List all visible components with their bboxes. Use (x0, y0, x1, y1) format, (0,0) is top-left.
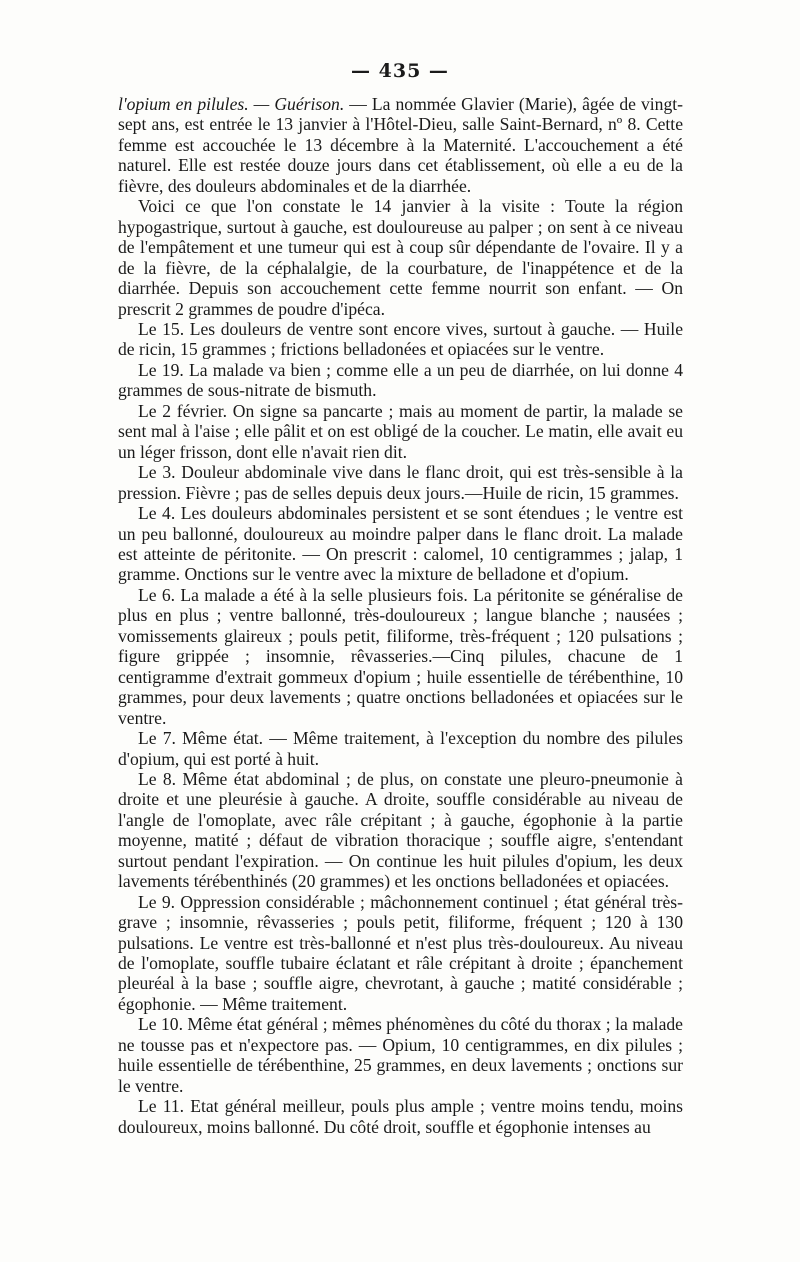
paragraph: Le 7. Même état. — Même traitement, à l'exception du nombre des pilules d'opium, qui est porté à huit. (118, 728, 683, 769)
body-text (118, 94, 683, 1137)
paragraph: Voici ce que l'on constate le 14 janvier à la visite : Toute la région hypogastrique, surtout à gauche, est douloureuse au palper ; on sent à ce niveau de l'empâtement et une tumeur qui est à coup sûr dépendante de l'ovaire. Il y a de la fièvre, de la céphalalgie, de la courbature, de l'inappétence et de la diarrhée. Depuis son accouchement cette femme nourrit son enfant. — On prescrit 2 grammes de poudre d'ipéca. (118, 196, 683, 319)
paragraph: Le 6. La malade a été à la selle plusieurs fois. La péritonite se généralise de plus en plus ; ventre ballonné, très-douloureux ; langue blanche ; nausées ; vomissements glaireux ; pouls petit, filiforme, très-fréquent ; 120 pulsations ; figure grippée ; insomnie, rêvasseries.—Cinq pilules, chacune de 1 centigramme d'extrait gommeux d'opium ; huile essentielle de térébenthine, 10 grammes, pour deux lavements ; quatre onctions belladonées et opiacées sur le ventre. (118, 584, 683, 728)
paragraph-lead: l'opium en pilules. — Guérison. (118, 94, 345, 114)
paragraph-text: — La nommée Glavier (Marie), âgée de vingt-sept ans, est entrée le 13 janvier à l'Hôtel-Dieu, salle Saint-Bernard, nº 8. Cette femme est accouchée le 13 décembre à la Maternité. L'accouchement a été naturel. Elle est restée douze jours dans cet établissement, où elle a eu de la fièvre, des douleurs abdominales et de la diarrhée. (118, 94, 683, 196)
paragraph: Le 11. Etat général meilleur, pouls plus ample ; ventre moins tendu, moins douloureux, moins ballonné. Du côté droit, souffle et égophonie intenses au (118, 1096, 683, 1137)
paragraph: Le 3. Douleur abdominale vive dans le flanc droit, qui est très-sensible à la pression. Fièvre ; pas de selles depuis deux jours.—Huile de ricin, 15 grammes. (118, 462, 683, 503)
paragraph: Le 8. Même état abdominal ; de plus, on constate une pleuro-pneumonie à droite et une pleurésie à gauche. A droite, souffle considérable au niveau de l'angle de l'omoplate, avec râle crépitant ; à gauche, égophonie à la partie moyenne, matité ; défaut de vibration thoracique ; souffle aigre, s'entendant surtout pendant l'expiration. — On continue les huit pilules d'opium, les deux lavements térébenthinés (20 grammes) et les onctions belladonées et opiacées. (118, 768, 683, 892)
paragraph: Le 2 février. On signe sa pancarte ; mais au moment de partir, la malade se sent mal à l'aise ; elle pâlit et on est obligé de la coucher. Le matin, elle avait eu un léger frisson, dont elle n'avait rien dit. (118, 400, 683, 462)
paragraph: Le 19. La malade va bien ; comme elle a un peu de diarrhée, on lui donne 4 grammes de sous-nitrate de bismuth. (118, 359, 683, 401)
paragraph: Le 10. Même état général ; mêmes phénomènes du côté du thorax ; la malade ne tousse pas et n'expectore pas. — Opium, 10 centigrammes, en dix pilules ; huile essentielle de térébenthine, 25 grammes, en deux lavements ; onctions sur le ventre. (118, 1014, 683, 1096)
paragraph (118, 94, 683, 196)
paragraph: Le 9. Oppression considérable ; mâchonnement continuel ; état général très-grave ; insomnie, rêvasseries ; pouls petit, filiforme, fréquent ; 120 à 130 pulsations. Le ventre est très-ballonné et n'est plus très-douloureux. Au niveau de l'omoplate, souffle tubaire éclatant et râle crépitant à droite ; épanchement pleuréal à la base ; souffle aigre, chevrotant, à gauche ; matité considérable ; égophonie. — Même traitement. (118, 891, 683, 1014)
page-number: — 435 — (351, 60, 449, 82)
paragraph: Le 4. Les douleurs abdominales persistent et se sont étendues ; le ventre est un peu ballonné, douloureux au moindre palper dans le flanc droit. La malade est atteinte de péritonite. — On prescrit : calomel, 10 centigrammes ; jalap, 1 gramme. Onctions sur le ventre avec la mixture de belladone et d'opium. (118, 503, 683, 585)
paragraph: Le 15. Les douleurs de ventre sont encore vives, surtout à gauche. — Huile de ricin, 15 grammes ; frictions belladonées et opiacées sur le ventre. (118, 318, 683, 360)
